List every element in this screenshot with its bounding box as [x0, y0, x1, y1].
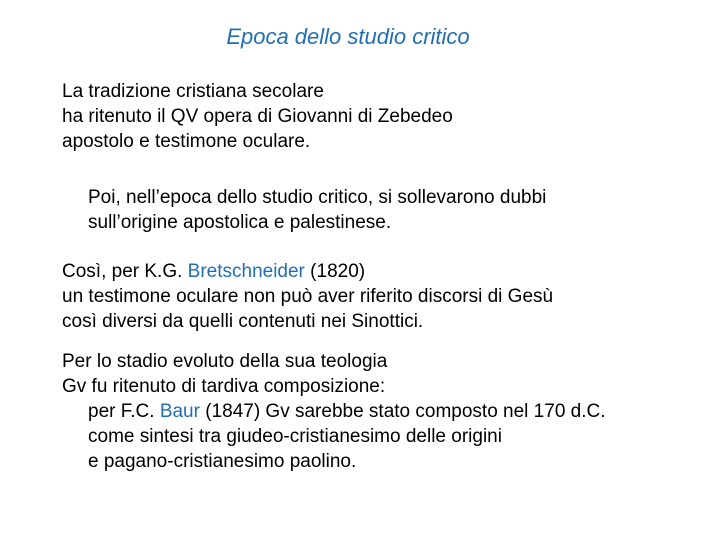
slide-title: Epoca dello studio critico [226, 24, 470, 49]
text-line: Poi, nell’epoca dello studio critico, si sollevarono dubbi [88, 187, 547, 208]
text-line: Gv fu ritenuto di tardiva composizione: [62, 376, 386, 397]
paragraph-bretschneider [62, 259, 553, 334]
text-line: La tradizione cristiana secolare [62, 81, 324, 102]
author-name-bretschneider: Bretschneider [187, 261, 305, 282]
paragraph-tradition [62, 79, 453, 154]
text-fragment: per F.C. [88, 401, 160, 422]
text-line: come sintesi tra giudeo‑cristianesimo delle origini [88, 426, 502, 447]
text-line: apostolo e testimone oculare. [62, 131, 311, 152]
text-line: così diversi da quelli contenuti nei Sinottici. [62, 311, 424, 332]
paragraph-baur [62, 349, 606, 474]
text-line: sull’origine apostolica e palestinese. [88, 212, 392, 233]
text-line: Per lo stadio evoluto della sua teologia [62, 351, 388, 372]
text-line [62, 399, 606, 424]
text-fragment: (1820) [304, 261, 366, 282]
text-line [62, 259, 553, 284]
text-line: un testimone oculare non può aver riferito discorsi di Gesù [62, 286, 554, 307]
author-name-baur: Baur [159, 401, 200, 422]
text-line: ha ritenuto il QV opera di Giovanni di Zebedeo [62, 106, 453, 127]
paragraph-critical-era [88, 185, 546, 235]
text-fragment: Così, per K.G. [62, 261, 188, 282]
text-line: e pagano‑cristianesimo paolino. [88, 451, 357, 472]
text-fragment: (1847) Gv sarebbe stato composto nel 170 d.C. [199, 401, 606, 422]
